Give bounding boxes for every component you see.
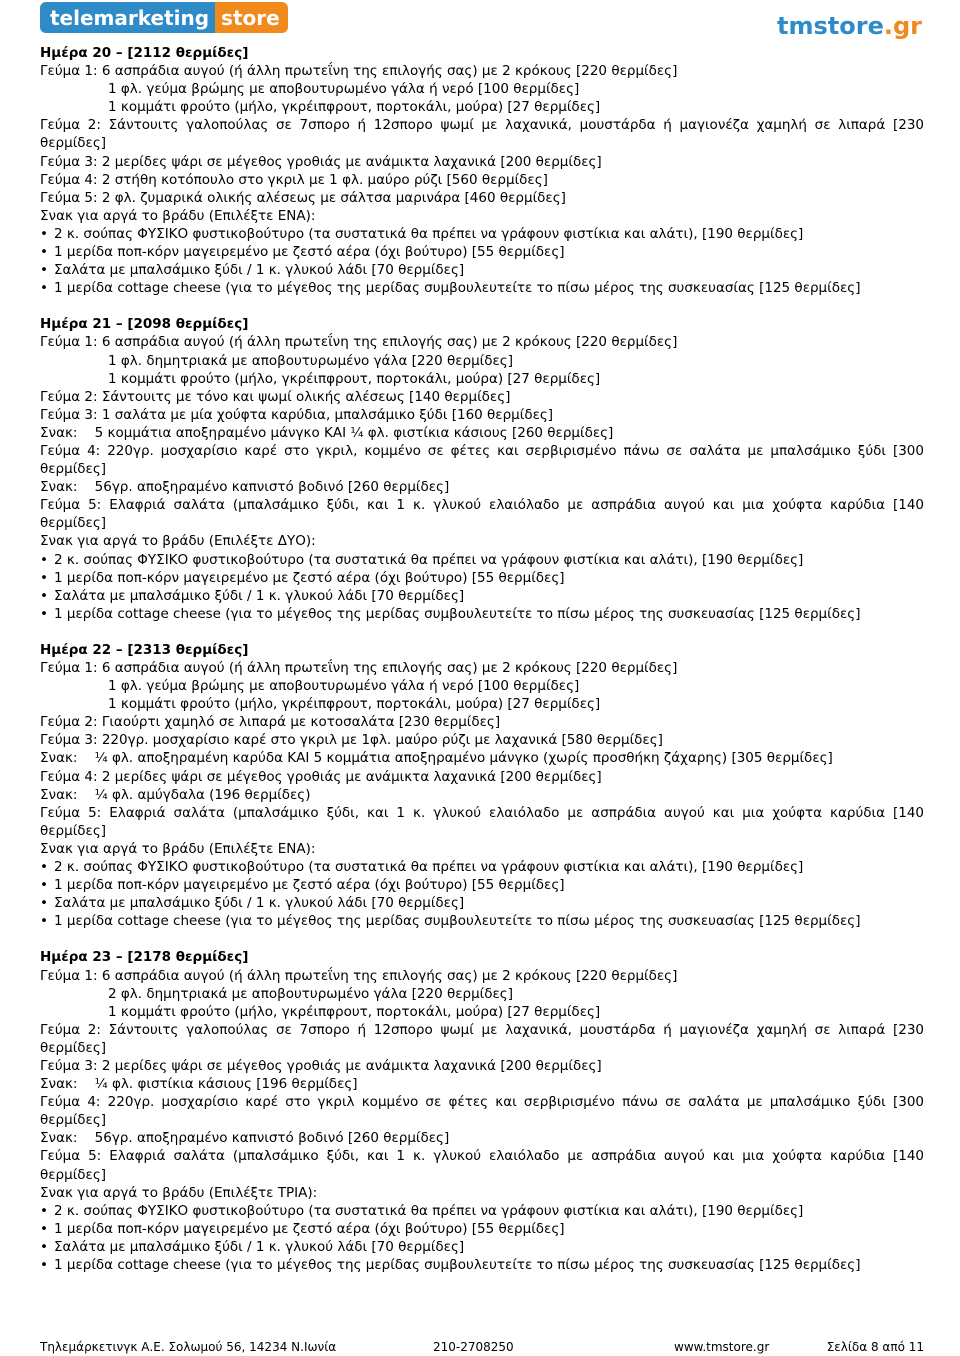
footer-website[interactable]: www.tmstore.gr — [674, 1340, 770, 1354]
day-title: Ημέρα 21 – [2098 θερμίδες] — [40, 316, 249, 333]
meal-line: 1 κομμάτι φρούτο (μήλο, γκρέιπφρουτ, πορτοκάλι, μούρα) [27 θερμίδες] — [108, 696, 601, 713]
meal-line: Σνακ: 5 κομμάτια αποξηραμένο μάνγκο ΚΑΙ ¼ φλ. φιστίκια κάσιους [260 θερμίδες] — [40, 424, 614, 441]
meal-line: Γεύμα 4: 2 στήθη κοτόπουλο στο γκριλ με 1 φλ. μαύρο ρύζι [560 θερμίδες] — [40, 171, 548, 188]
site-brand-prefix: tmstore — [777, 12, 884, 40]
snack-option: • 1 μερίδα cottage cheese (για το μέγεθος της μερίδας συμβουλευτείτε το πίσω μέρος της συσκευασίας [125 θερμίδες] — [40, 1256, 924, 1274]
site-brand-suffix: .gr — [883, 12, 922, 40]
meal-line: 1 κομμάτι φρούτο (μήλο, γκρέιπφρουτ, πορτοκάλι, μούρα) [27 θερμίδες] — [108, 99, 601, 116]
footer-phone: 210-2708250 — [433, 1340, 514, 1354]
snack-option: • 2 κ. σούπας ΦΥΣΙΚΟ φυστικοβούτυρο (τα συστατικά θα πρέπει να γράφουν φιστίκια και αλάτι), [190 θερμίδες] — [40, 551, 924, 569]
snack-option: • 1 μερίδα cottage cheese (για το μέγεθος της μερίδας συμβουλευτείτε το πίσω μέρος της συσκευασίας [125 θερμίδες] — [40, 912, 924, 930]
snack-option: • Σαλάτα με μπαλσάμικο ξύδι / 1 κ. γλυκού λάδι [70 θερμίδες] — [40, 261, 924, 279]
meal-line: 1 φλ. γεύμα βρώμης με αποβουτυρωμένο γάλα ή νερό [100 θερμίδες] — [108, 678, 580, 695]
meal-line: Σνακ: 56γρ. αποξηραμένο καπνιστό βοδινό [260 θερμίδες] — [40, 1130, 450, 1147]
site-brand — [777, 12, 922, 40]
meal-line: Σνακ για αργά το βράδυ (Επιλέξτε ΕΝΑ): — [40, 207, 316, 224]
meal-line: Γεύμα 3: 2 μερίδες ψάρι σε μέγεθος γροθιάς με ανάμικτα λαχανικά [200 θερμίδες] — [40, 1057, 602, 1074]
page-header — [0, 0, 960, 40]
day-title: Ημέρα 23 – [2178 θερμίδες] — [40, 949, 249, 966]
meal-line: Γεύμα 4: 220γρ. μοσχαρίσιο καρέ στο γκριλ, κομμένο σε φέτες και σερβιρισμένο πάνω σε σαλάτα με μπαλσάμικο ξύδι [300 θερμίδες] — [40, 442, 924, 478]
snack-option: • 2 κ. σούπας ΦΥΣΙΚΟ φυστικοβούτυρο (τα συστατικά θα πρέπει να γράφουν φιστίκια και αλάτι), [190 θερμίδες] — [40, 225, 924, 243]
meal-line: 1 φλ. γεύμα βρώμης με αποβουτυρωμένο γάλα ή νερό [100 θερμίδες] — [108, 81, 580, 98]
meal-line: Γεύμα 1: 6 ασπράδια αυγού (ή άλλη πρωτεΐνη της επιλογής σας) με 2 κρόκους [220 θερμίδες] — [40, 334, 678, 351]
meal-line: Γεύμα 3: 2 μερίδες ψάρι σε μέγεθος γροθιάς με ανάμικτα λαχανικά [200 θερμίδες] — [40, 153, 602, 170]
snack-option: • Σαλάτα με μπαλσάμικο ξύδι / 1 κ. γλυκού λάδι [70 θερμίδες] — [40, 894, 924, 912]
meal-line: Γεύμα 2: Σάντουιτς με τόνο και ψωμί ολικής αλέσεως [140 θερμίδες] — [40, 388, 511, 405]
snack-option: • 1 μερίδα ποπ-κόρν μαγειρεμένο με ζεστό αέρα (όχι βούτυρο) [55 θερμίδες] — [40, 569, 924, 587]
meal-line: Σνακ για αργά το βράδυ (Επιλέξτε ΕΝΑ): — [40, 840, 316, 857]
meal-line: Γεύμα 4: 2 μερίδες ψάρι σε μέγεθος γροθιάς με ανάμικτα λαχανικά [200 θερμίδες] — [40, 768, 602, 785]
meal-line: Γεύμα 4: 220γρ. μοσχαρίσιο καρέ στο γκριλ κομμένο σε φέτες και σερβιρισμένο πάνω σε σαλάτα με μπαλσάμικο ξύδι [300 θερμίδες] — [40, 1094, 924, 1129]
meal-line: Σνακ: ¼ φλ. αποξηραμένη καρύδα ΚΑΙ 5 κομμάτια αποξηραμένο μάνγκο (χωρίς προσθήκη ζάχαρης) [305 θερμίδες] — [40, 750, 833, 767]
snack-option: • Σαλάτα με μπαλσάμικο ξύδι / 1 κ. γλυκού λάδι [70 θερμίδες] — [40, 1238, 924, 1256]
day-section — [40, 641, 924, 931]
snack-option: • 1 μερίδα cottage cheese (για το μέγεθος της μερίδας συμβουλευτείτε το πίσω μέρος της συσκευασίας [125 θερμίδες] — [40, 605, 924, 623]
snack-option: • Σαλάτα με μπαλσάμικο ξύδι / 1 κ. γλυκού λάδι [70 θερμίδες] — [40, 587, 924, 605]
meal-line: Γεύμα 1: 6 ασπράδια αυγού (ή άλλη πρωτεΐνη της επιλογής σας) με 2 κρόκους [220 θερμίδες] — [40, 63, 678, 80]
snack-option: • 1 μερίδα cottage cheese (για το μέγεθος της μερίδας συμβουλευτείτε το πίσω μέρος της συσκευασίας [125 θερμίδες] — [40, 279, 924, 297]
footer-address: Τηλεμάρκετινγκ Α.Ε. Σολωμού 56, 14234 Ν.Ιωνία — [40, 1340, 337, 1354]
meal-line: Γεύμα 2: Σάντουιτς γαλοπούλας σε 7σπορο ή 12σπορο ψωμί με λαχανικά, μουστάρδα ή μαγιονέζα χαμηλή σε λιπαρά [230 θερμίδες] — [40, 117, 924, 152]
logo-left-text: telemarketing — [40, 2, 215, 33]
meal-line: Γεύμα 5: Ελαφριά σαλάτα (μπαλσάμικο ξύδι, και 1 κ. γλυκού ελαιόλαδο με ασπράδια αυγού και μια χούφτα καρύδια [140 θερμίδες] — [40, 1148, 924, 1183]
snack-option: • 1 μερίδα ποπ-κόρν μαγειρεμένο με ζεστό αέρα (όχι βούτυρο) [55 θερμίδες] — [40, 876, 924, 894]
meal-line: 1 φλ. δημητριακά με αποβουτυρωμένο γάλα [220 θερμίδες] — [108, 352, 513, 369]
telemarketing-store-logo — [40, 2, 288, 33]
meal-line: 1 κομμάτι φρούτο (μήλο, γκρέιπφρουτ, πορτοκάλι, μούρα) [27 θερμίδες] — [108, 370, 601, 387]
snack-option: • 2 κ. σούπας ΦΥΣΙΚΟ φυστικοβούτυρο (τα συστατικά θα πρέπει να γράφουν φιστίκια και αλάτι), [190 θερμίδες] — [40, 1202, 924, 1220]
day-section — [40, 44, 924, 297]
snack-option: • 1 μερίδα ποπ-κόρν μαγειρεμένο με ζεστό αέρα (όχι βούτυρο) [55 θερμίδες] — [40, 243, 924, 261]
meal-line: Σνακ: 56γρ. αποξηραμένο καπνιστό βοδινό [260 θερμίδες] — [40, 479, 450, 496]
meal-line: Γεύμα 5: Ελαφριά σαλάτα (μπαλσάμικο ξύδι, και 1 κ. γλυκού ελαιόλαδο με ασπράδια αυγού και μια χούφτα καρύδια [140 θερμίδες] — [40, 804, 924, 839]
meal-line: Γεύμα 1: 6 ασπράδια αυγού (ή άλλη πρωτεΐνη της επιλογής σας) με 2 κρόκους [220 θερμίδες] — [40, 660, 678, 676]
page-footer — [40, 1340, 924, 1356]
logo-right-text: store — [215, 2, 288, 33]
footer-page-number: Σελίδα 8 από 11 — [826, 1340, 924, 1354]
meal-line: Σνακ για αργά το βράδυ (Επιλέξτε ΔΥΟ): — [40, 533, 316, 550]
meal-line: Σνακ: ¼ φλ. αμύγδαλα (196 θερμίδες) — [40, 786, 311, 803]
meal-line: Γεύμα 3: 220γρ. μοσχαρίσιο καρέ στο γκριλ με 1φλ. μαύρο ρύζι με λαχανικά [580 θερμίδες] — [40, 732, 663, 749]
meal-line: Γεύμα 5: Ελαφριά σαλάτα (μπαλσάμικο ξύδι, και 1 κ. γλυκού ελαιόλαδο με ασπράδια αυγού και μια χούφτα καρύδια [140 θερμίδες] — [40, 497, 924, 532]
meal-line: Γεύμα 2: Σάντουιτς γαλοπούλας σε 7σπορο ή 12σπορο ψωμί με λαχανικά, μουστάρδα ή μαγιονέζα χαμηλή σε λιπαρά [230 θερμίδες] — [40, 1021, 924, 1056]
meal-line: 1 κομμάτι φρούτο (μήλο, γκρέιπφρουτ, πορτοκάλι, μούρα) [27 θερμίδες] — [108, 1003, 601, 1020]
meal-line: Γεύμα 5: 2 φλ. ζυμαρικά ολικής αλέσεως με σάλτσα μαρινάρα [460 θερμίδες] — [40, 189, 566, 206]
meal-line: Σνακ για αργά το βράδυ (Επιλέξτε ΤΡΙΑ): — [40, 1184, 318, 1201]
meal-line: Σνακ: ¼ φλ. φιστίκια κάσιους [196 θερμίδες] — [40, 1076, 358, 1093]
meal-line: Γεύμα 2: Γιαούρτι χαμηλό σε λιπαρά με κοτοσαλάτα [230 θερμίδες] — [40, 714, 501, 731]
meal-line: Γεύμα 1: 6 ασπράδια αυγού (ή άλλη πρωτεΐνη της επιλογής σας) με 2 κρόκους [220 θερμίδες] — [40, 967, 678, 984]
day-section — [40, 948, 924, 1274]
snack-option: • 2 κ. σούπας ΦΥΣΙΚΟ φυστικοβούτυρο (τα συστατικά θα πρέπει να γράφουν φιστίκια και αλάτι), [190 θερμίδες] — [40, 858, 924, 876]
document-body — [40, 44, 924, 1292]
meal-line: 2 φλ. δημητριακά με αποβουτυρωμένο γάλα [220 θερμίδες] — [108, 985, 513, 1002]
day-title: Ημέρα 22 – [2313 θερμίδες] — [40, 641, 249, 658]
day-title: Ημέρα 20 – [2112 θερμίδες] — [40, 45, 249, 61]
day-section — [40, 315, 924, 623]
snack-option: • 1 μερίδα ποπ-κόρν μαγειρεμένο με ζεστό αέρα (όχι βούτυρο) [55 θερμίδες] — [40, 1220, 924, 1238]
meal-line: Γεύμα 3: 1 σαλάτα με μία χούφτα καρύδια, μπαλσάμικο ξύδι [160 θερμίδες] — [40, 406, 554, 423]
